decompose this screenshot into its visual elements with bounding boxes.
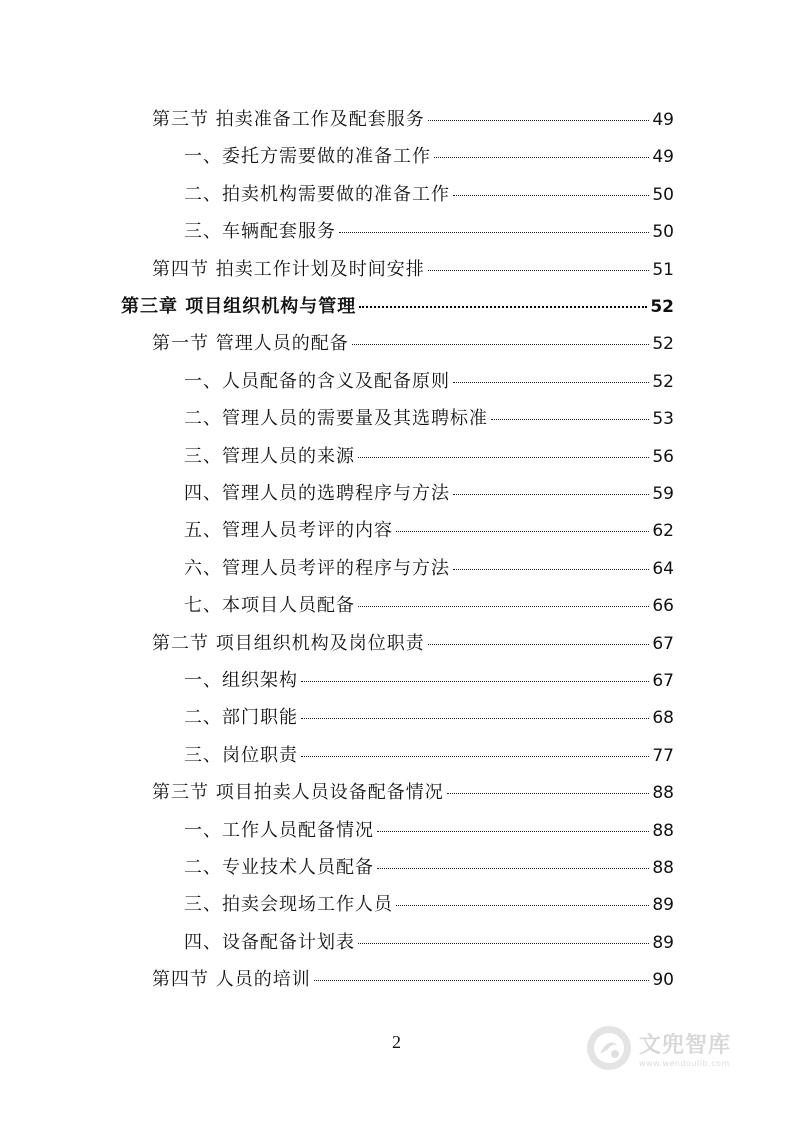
watermark — [585, 1018, 755, 1078]
toc-entry[interactable] — [184, 741, 674, 771]
dot-leader — [491, 419, 649, 420]
toc-entry-title: 三、拍卖会现场工作人员 — [184, 894, 393, 916]
dot-leader — [453, 494, 649, 495]
toc-entry[interactable] — [184, 928, 674, 958]
toc-entry-page: 67 — [652, 671, 674, 691]
toc-entry[interactable] — [184, 816, 674, 846]
dot-leader — [453, 195, 649, 196]
toc-entry-page: 59 — [652, 484, 674, 504]
toc-entry[interactable] — [184, 142, 674, 172]
toc-entry-title: 七、本项目人员配备 — [184, 595, 355, 617]
toc-entry-title: 一、工作人员配备情况 — [184, 819, 374, 841]
toc-entry-title: 二、管理人员的需要量及其选聘标准 — [184, 408, 488, 430]
toc-entry-title: 第三节 项目拍卖人员设备配备情况 — [152, 782, 444, 804]
dot-leader — [314, 980, 650, 981]
dot-leader — [339, 232, 649, 233]
dot-leader — [453, 569, 649, 570]
toc-entry[interactable] — [152, 629, 674, 659]
toc-entry-page: 52 — [652, 334, 674, 355]
toc-entry-page: 52 — [650, 297, 674, 317]
dot-leader — [301, 681, 649, 682]
dot-leader — [301, 756, 649, 757]
toc-entry-page: 67 — [652, 633, 674, 654]
toc-entry-title: 一、委托方需要做的准备工作 — [184, 146, 431, 168]
toc-entry[interactable] — [184, 890, 674, 920]
toc-entry[interactable] — [152, 778, 674, 808]
dot-leader — [359, 306, 647, 308]
toc-entry-title: 五、管理人员考评的内容 — [184, 520, 393, 542]
toc-entry-title: 二、拍卖机构需要做的准备工作 — [184, 183, 450, 205]
dot-leader — [434, 157, 649, 158]
toc-entry-title: 第三章 项目组织机构与管理 — [121, 296, 357, 317]
dot-leader — [301, 718, 649, 719]
toc-entry-page: 56 — [652, 446, 674, 467]
toc-entry-page: 66 — [652, 596, 674, 617]
toc-entry[interactable] — [184, 853, 674, 883]
toc-entry-title: 二、部门职能 — [184, 707, 298, 729]
toc-entry-title: 第四节 拍卖工作计划及时间安排 — [152, 258, 425, 280]
toc-entry-title: 第三节 拍卖准备工作及配套服务 — [152, 109, 425, 130]
toc-entry-title: 六、管理人员考评的程序与方法 — [184, 557, 450, 579]
toc-entry-title: 一、人员配备的含义及配备原则 — [184, 370, 450, 392]
toc-entry[interactable] — [152, 255, 674, 285]
toc-entry-title: 二、专业技术人员配备 — [184, 857, 374, 878]
dot-leader — [396, 905, 649, 906]
page-number: 2 — [392, 1032, 401, 1052]
toc-entry-page: 88 — [652, 783, 674, 804]
dot-leader — [396, 531, 649, 532]
toc-entry-page: 64 — [652, 558, 674, 579]
toc-entry-title: 三、管理人员的来源 — [184, 445, 355, 467]
toc-entry-page: 52 — [652, 371, 674, 392]
toc-entry-title: 第四节 人员的培训 — [152, 969, 311, 991]
dot-leader — [358, 457, 649, 458]
toc-entry-page: 50 — [652, 222, 674, 243]
dot-leader — [428, 644, 650, 645]
toc-entry-page: 49 — [652, 110, 674, 130]
toc-entry-title: 一、组织架构 — [184, 670, 298, 691]
toc-entry[interactable] — [184, 217, 674, 247]
dot-leader — [358, 943, 649, 944]
dot-leader — [453, 382, 649, 383]
toc-entry[interactable] — [121, 292, 674, 322]
toc-entry-page: 77 — [652, 745, 674, 766]
dot-leader — [428, 120, 650, 121]
toc-entry-page: 62 — [652, 521, 674, 542]
toc-entry-title: 四、设备配备计划表 — [184, 931, 355, 953]
toc-entry-page: 89 — [652, 895, 674, 916]
dot-leader — [377, 868, 649, 869]
toc-entry[interactable] — [184, 666, 674, 696]
toc-entry[interactable] — [184, 479, 674, 509]
dot-leader — [447, 793, 650, 794]
toc-entry-title: 三、车辆配套服务 — [184, 221, 336, 243]
dot-leader — [377, 831, 649, 832]
toc-entry-page: 50 — [652, 184, 674, 205]
toc-entry[interactable] — [184, 367, 674, 397]
toc-entry[interactable] — [184, 516, 674, 546]
toc-entry-page: 88 — [652, 820, 674, 841]
toc-entry-title: 三、岗位职责 — [184, 744, 298, 766]
toc-entry-title: 第二节 项目组织机构及岗位职责 — [152, 632, 425, 654]
toc-entry-page: 51 — [652, 259, 674, 280]
toc-entry-page: 68 — [652, 708, 674, 729]
toc-entry-title: 第一节 管理人员的配备 — [152, 333, 349, 355]
toc-entry-page: 88 — [652, 858, 674, 878]
dot-leader — [428, 270, 650, 271]
toc-entry[interactable] — [152, 965, 674, 995]
toc-entry[interactable] — [184, 180, 674, 210]
toc-entry-title: 四、管理人员的选聘程序与方法 — [184, 483, 450, 504]
toc-entry[interactable] — [152, 329, 674, 359]
toc-entry-page: 89 — [652, 932, 674, 953]
watermark-url: www.wendoulib.com — [639, 1059, 730, 1068]
toc-entry-page: 49 — [652, 147, 674, 168]
toc-entry[interactable] — [152, 105, 674, 135]
toc-entry[interactable] — [184, 703, 674, 733]
wendou-logo-icon — [585, 1024, 633, 1072]
dot-leader — [352, 344, 650, 345]
toc-entry[interactable] — [184, 591, 674, 621]
watermark-name: 文兜智库 — [639, 1033, 732, 1058]
toc-entry[interactable] — [184, 554, 674, 584]
toc-entry-page: 90 — [652, 970, 674, 991]
toc-entry[interactable] — [184, 442, 674, 472]
dot-leader — [358, 606, 649, 607]
toc-entry[interactable] — [184, 404, 674, 434]
toc-entry-page: 53 — [652, 409, 674, 430]
